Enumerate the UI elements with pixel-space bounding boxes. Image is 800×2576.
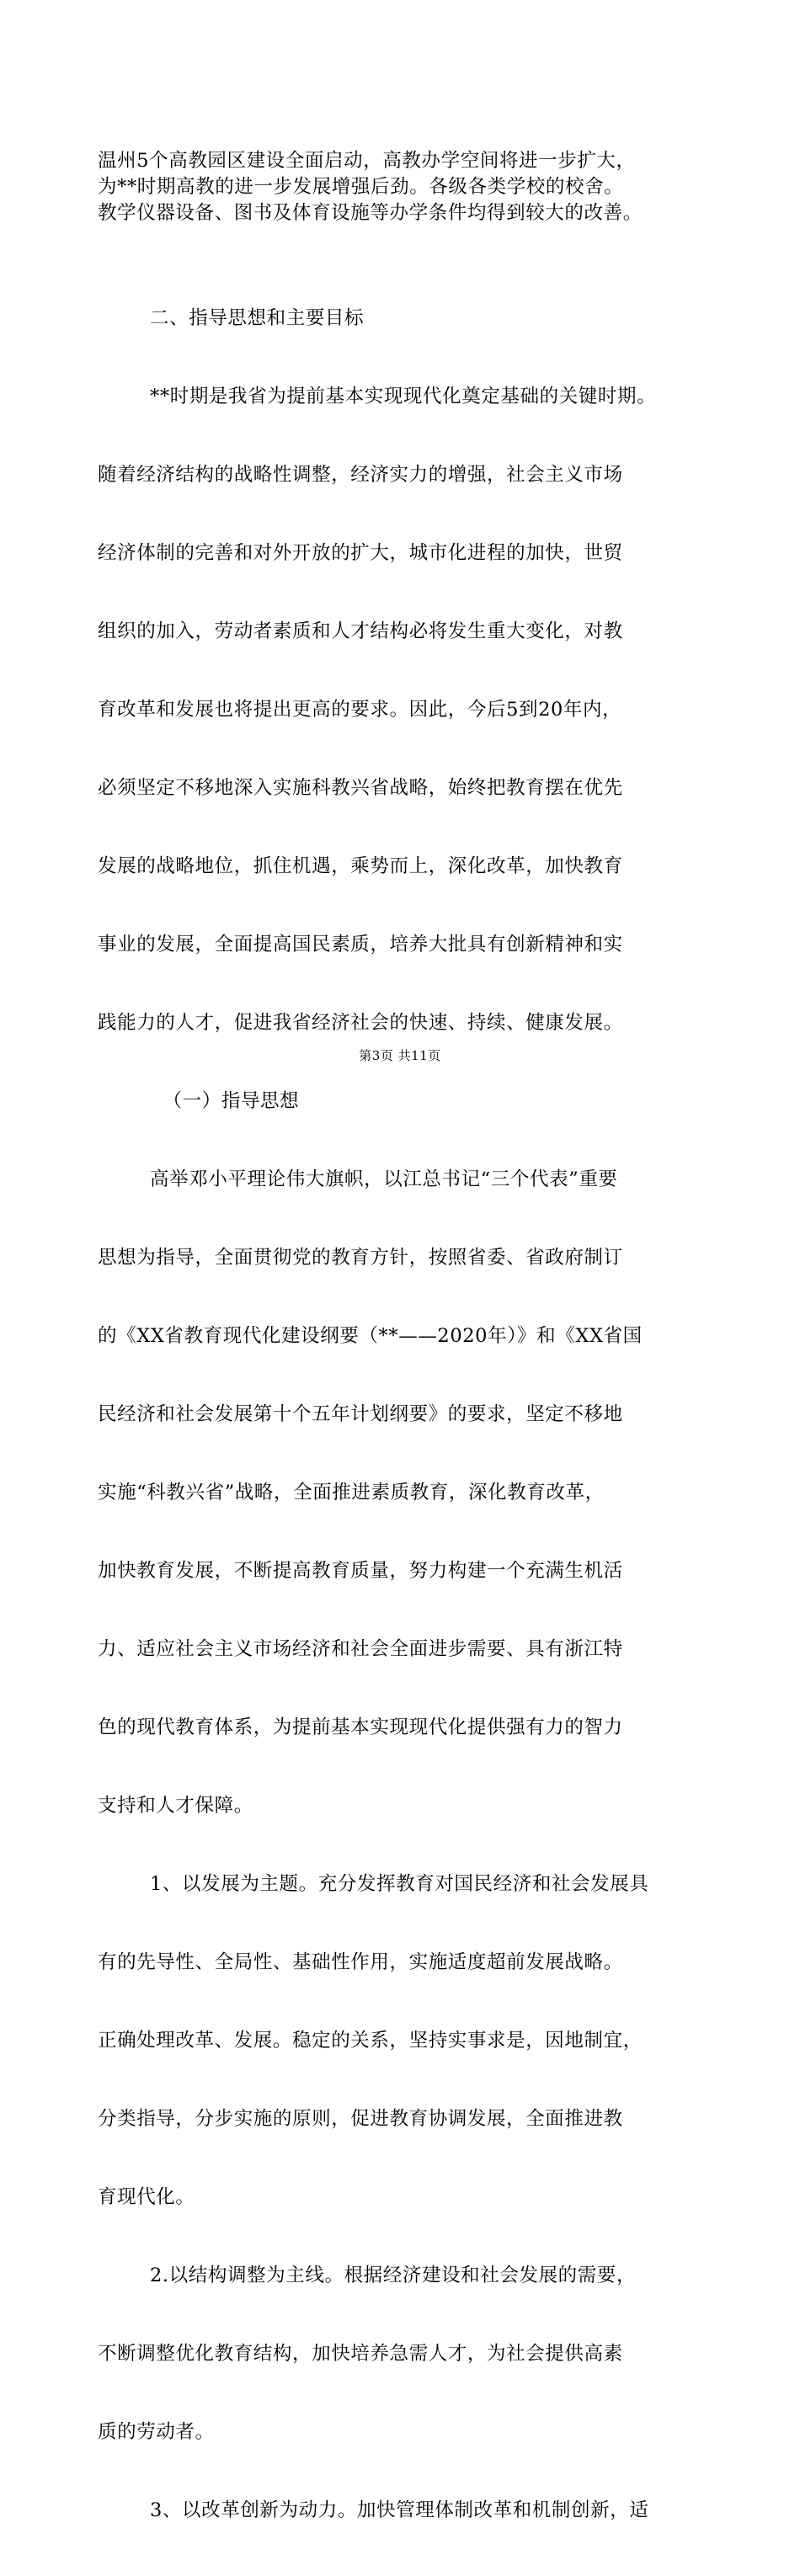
text-line: 必须坚定不移地深入实施科教兴省战略，始终把教育摆在优先 xyxy=(98,777,623,799)
text-line: 经济体制的完善和对外开放的扩大，城市化进程的加快，世贸 xyxy=(98,542,623,564)
text-line: 民经济和社会发展第十个五年计划纲要》的要求，坚定不移地 xyxy=(98,1403,623,1425)
text-line: 分类指导，分步实施的原则，促进教育协调发展，全面推进教 xyxy=(98,2108,623,2130)
text-line: 2.以结构调整为主线。根据经济建设和社会发展的需要， xyxy=(98,2265,637,2286)
text-line: 事业的发展，全面提高国民素质，培养大批具有创新精神和实 xyxy=(98,934,623,955)
text-line: 思想为指导，全面贯彻党的教育方针，按照省委、省政府制订 xyxy=(98,1247,623,1269)
text-line: 加快教育发展，不断提高教育质量，努力构建一个充满生机活 xyxy=(98,1560,623,1582)
text-line: 不断调整优化教育结构，加快培养急需人才，为社会提供高素 xyxy=(98,2343,623,2365)
subsection-heading: （一）指导思想 xyxy=(98,1090,300,1112)
text-line: 1、以发展为主题。充分发挥教育对国民经济和社会发展具 xyxy=(98,1873,649,1895)
text-line: 支持和人才保障。 xyxy=(98,1795,253,1817)
text-line: 随着经济结构的战略性调整，经济实力的增强，社会主义市场 xyxy=(98,464,623,486)
text-line: 教学仪器设备、图书及体育设施等办学条件均得到较大的改善。 xyxy=(98,202,643,224)
text-line: 有的先导性、全局性、基础性作用，实施适度超前发展战略。 xyxy=(98,1951,623,1973)
section-heading: 二、指导思想和主要目标 xyxy=(98,307,365,329)
text-line: 正确处理改革、发展。稳定的关系，坚持实事求是，因地制宜， xyxy=(98,2030,643,2052)
text-line: 高举邓小平理论伟大旗帜，以江总书记“三个代表”重要 xyxy=(98,1168,618,1190)
text-line: 温州5个高教园区建设全面启动，高教办学空间将进一步扩大， xyxy=(98,150,636,172)
text-line: 组织的加入，劳动者素质和人才结构必将发生重大变化，对教 xyxy=(98,620,623,642)
paragraph-top xyxy=(98,148,717,226)
text-line: 践能力的人才，促进我省经济社会的快速、持续、健康发展。 xyxy=(98,1012,623,1034)
page-footer: 第3页 共11页 xyxy=(359,1048,441,1063)
text-line: 力、适应社会主义市场经济和社会全面进步需要、具有浙江特 xyxy=(98,1638,623,1660)
text-line: 的《XX省教育现代化建设纲要（**——2020年）》和《XX省国 xyxy=(98,1325,643,1347)
text-line: 发展的战略地位，抓住机遇，乘势而上，深化改革，加快教育 xyxy=(98,855,623,877)
paragraph-main xyxy=(98,253,717,2576)
text-line: 实施“科教兴省”战略，全面推进素质教育，深化教育改革， xyxy=(98,1482,605,1504)
text-line: 育改革和发展也将提出更高的要求。因此，今后5到20年内， xyxy=(98,699,622,721)
text-line: 色的现代教育体系，为提前基本实现现代化提供强有力的智力 xyxy=(98,1716,623,1738)
text-line: 为**时期高教的进一步发展增强后劲。各级各类学校的校舍。 xyxy=(98,176,624,198)
text-line: 育现代化。 xyxy=(98,2186,195,2208)
text-line: 3、以改革创新为动力。加快管理体制改革和机制创新，适 xyxy=(98,2499,649,2521)
text-line: 质的劳动者。 xyxy=(98,2421,215,2443)
text-line: **时期是我省为提前基本实现现代化奠定基础的关键时期。 xyxy=(98,386,657,407)
